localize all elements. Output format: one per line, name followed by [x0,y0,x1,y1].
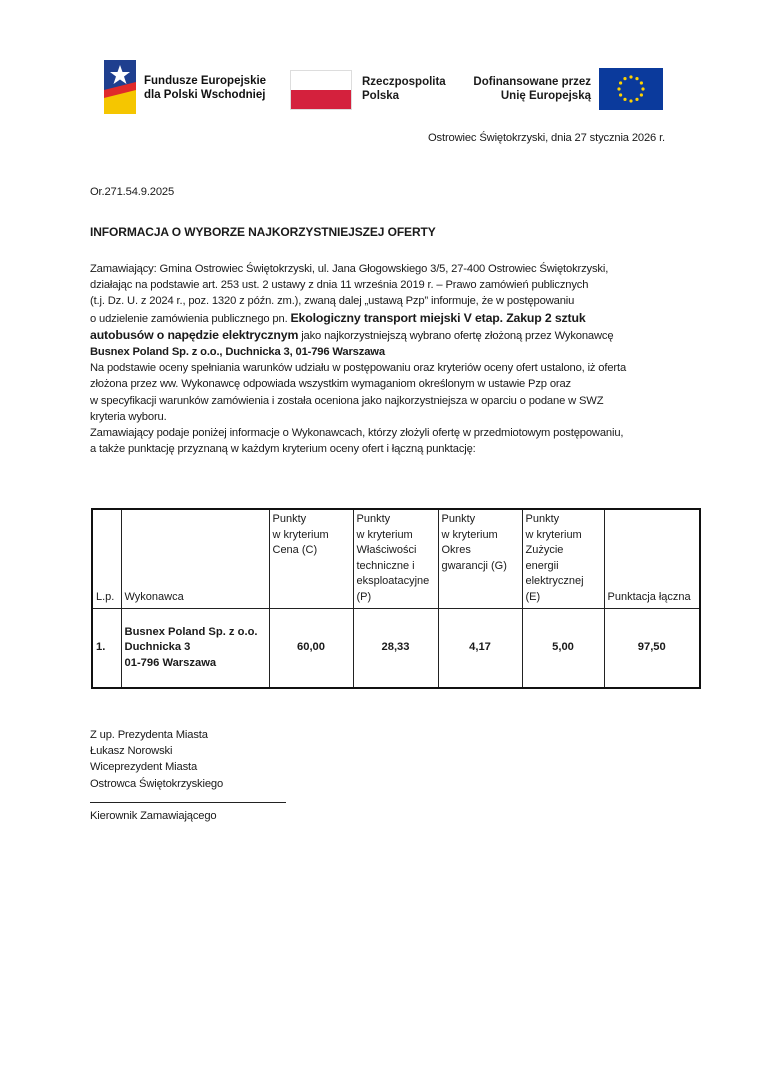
rzeczpospolita-logo-text: Rzeczpospolita Polska [362,76,446,102]
fundusze-europejskie-logo [104,60,284,114]
poland-flag [290,70,352,110]
cell-wlasciwosci: 28,33 [353,608,438,688]
eu-star-icon [619,81,622,84]
header-lp: L.p. [92,509,121,608]
cell-lp: 1. [92,608,121,688]
cell-total: 97,50 [604,608,700,688]
eu-star-icon [629,99,632,102]
signature-role: Kierownik Zamawiającego [90,810,217,822]
body-line: złożona przez ww. Wykonawcę odpowiada wszystkim wymaganiom określonym w ustawie Pzp oraz [90,378,572,391]
header-okres-gwarancji: Punkty w kryterium Okres gwarancji (G) [438,509,522,608]
fe-emblem-icon [104,60,136,114]
header-wykonawca: Wykonawca [121,509,269,608]
body-line: (t.j. Dz. U. z 2024 r., poz. 1320 z późn. zm.), zwaną dalej „ustawą Pzp” informuje, że w postępowaniu [90,295,575,308]
eu-flag-icon [599,68,663,110]
header-wlasciwosci: Punkty w kryterium Właściwości techniczne i eksploatacyjne (P) [353,509,438,608]
body-line: autobusów o napędzie elektrycznym jako najkorzystniejszą wybrano ofertę złożoną przez Wykonawcę [90,327,614,342]
signature-block [90,727,223,792]
eu-star-icon [617,87,620,90]
eu-star-icon [640,93,643,96]
cell-cena: 60,00 [269,608,353,688]
eu-star-icon [635,77,638,80]
cell-wykonawca: Busnex Poland Sp. z o.o. Duchnicka 3 01-796 Warszawa [121,608,269,688]
eu-star-icon [623,98,626,101]
body-line: działając na podstawie art. 253 ust. 2 ustawy z dnia 11 września 2019 r. – Prawo zamówień publicznych [90,279,589,292]
winning-contractor: Busnex Poland Sp. z o.o., Duchnicka 3, 01-796 Warszawa [90,346,385,359]
eu-star-icon [640,81,643,84]
reference-number: Or.271.54.9.2025 [90,186,175,198]
body-line: Zamawiający: Gmina Ostrowiec Świętokrzyski, ul. Jana Głogowskiego 3/5, 27-400 Ostrowiec Świętokrzyski, [90,263,609,275]
table-header-row [92,509,700,608]
signature-divider [90,802,286,803]
signature-line: Wiceprezydent Miasta [90,761,198,774]
eu-star-icon [619,93,622,96]
eu-star-icon [635,98,638,101]
signature-line: Ostrowca Świętokrzyskiego [90,777,224,790]
header-zuzycie-energii: Punkty w kryterium Zużycie energii elektrycznej (E) [522,509,604,608]
body-line: kryteria wyboru. [90,410,167,423]
cell-okres: 4,17 [438,608,522,688]
body-line: Na podstawie oceny spełniania warunków udziału w postępowaniu oraz kryteriów oceny ofert ustalono, iż oferta [90,362,627,375]
procurement-name-cont: autobusów o napędzie elektrycznym [90,327,299,342]
document-date: Ostrowiec Świętokrzyski, dnia 27 stycznia 2026 r. [427,132,665,144]
header-punktacja-laczna: Punktacja łączna [604,509,700,608]
offers-table [91,508,701,689]
document-body [90,261,680,457]
body-line: Zamawiający podaje poniżej informacje o Wykonawcach, którzy złożyli ofertę w przedmiotowym postępowaniu, [90,427,624,440]
signature-line: Łukasz Norowski [90,745,173,758]
header-cena: Punkty w kryterium Cena (C) [269,509,353,608]
eu-funding-text: Dofinansowane przez Unię Europejską [473,76,591,102]
body-line: w specyfikacji warunków zamówienia i została oceniona jako najkorzystniejsza w oparciu o podane w SWZ [90,394,604,407]
eu-star-icon [623,77,626,80]
fe-logo-text: Fundusze Europejskie dla Polski Wschodniej [144,75,267,101]
body-line: o udzielenie zamówienia publicznego pn. Ekologiczny transport miejski V etap. Zakup 2 sztuk [90,310,586,325]
cell-energia: 5,00 [522,608,604,688]
eu-star-icon [629,75,632,78]
signature-line: Z up. Prezydenta Miasta [90,729,208,741]
table-row [92,608,700,688]
body-line: a także punktację przyznaną w każdym kryterium oceny ofert i łączną punktację: [90,443,476,456]
body-line [90,344,680,360]
document-title: INFORMACJA O WYBORZE NAJKORZYSTNIEJSZEJ OFERTY [90,225,436,239]
eu-star-icon [641,87,644,90]
procurement-name: Ekologiczny transport miejski V etap. Zakup 2 sztuk [290,310,586,325]
